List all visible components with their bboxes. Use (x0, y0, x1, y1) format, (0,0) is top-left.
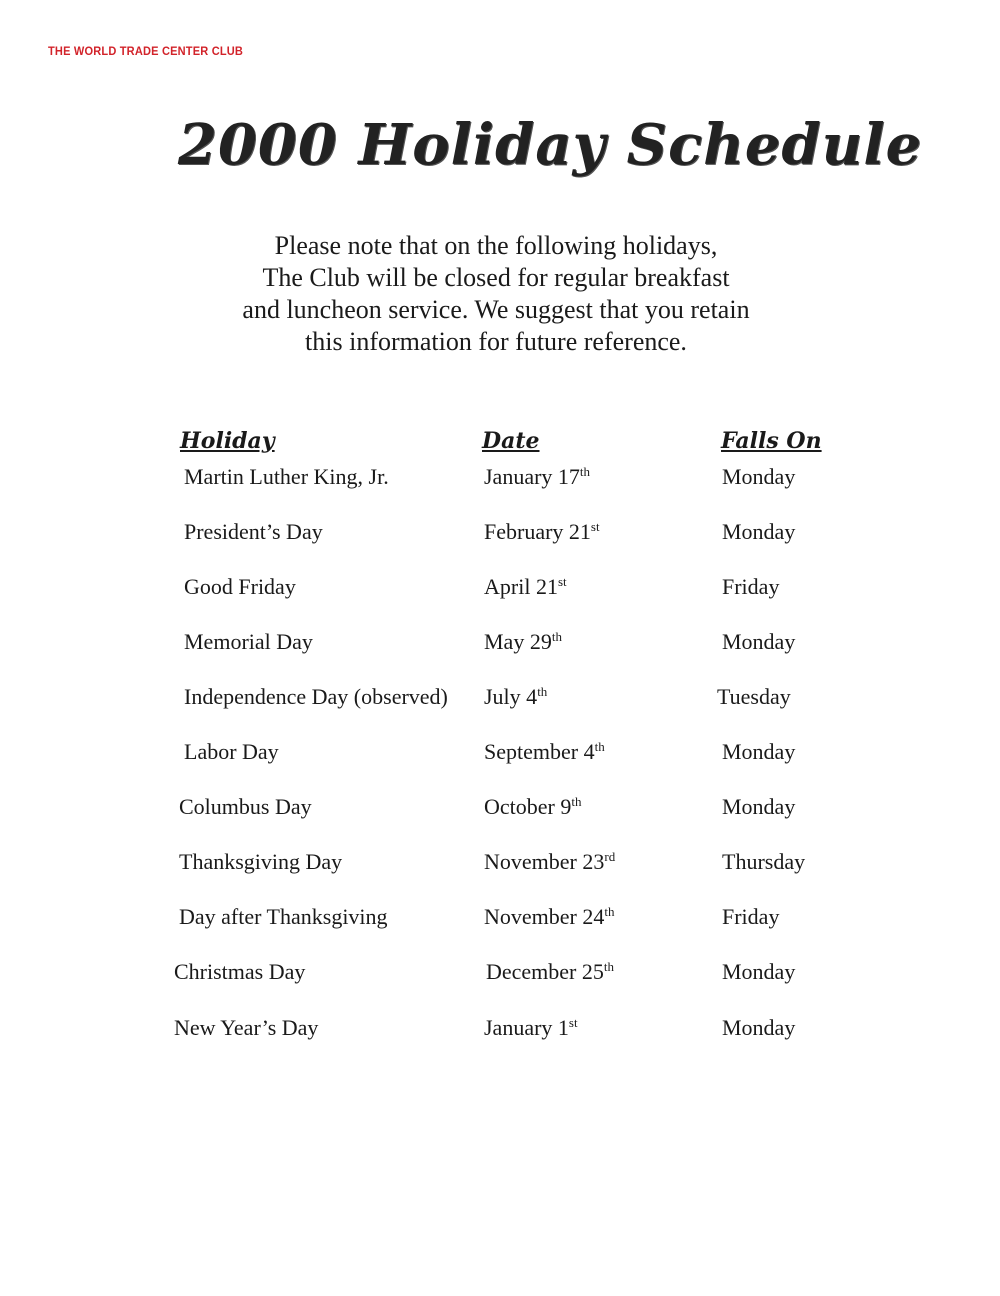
weekday: Tuesday (717, 684, 791, 709)
date-ordinal-suffix: th (537, 684, 548, 699)
intro-line: this information for future reference. (305, 327, 687, 356)
holiday-name: Good Friday (184, 574, 296, 599)
date-text: April 21 (484, 574, 558, 599)
weekday: Monday (722, 629, 796, 654)
date-ordinal-suffix: th (603, 959, 615, 974)
weekday: Monday (722, 959, 796, 984)
date-text: January 17 (484, 464, 580, 489)
date-ordinal-suffix: st (568, 1015, 578, 1030)
intro-line: Please note that on the following holidays, (274, 231, 718, 260)
weekday: Monday (722, 739, 796, 764)
page-title: 2000 Holiday Schedule (178, 112, 923, 178)
holiday-name: Independence Day (observed) (184, 684, 448, 709)
holiday-date (484, 904, 614, 930)
date-text: January 1 (484, 1015, 569, 1040)
date-text: November 23 (484, 849, 605, 874)
holiday-date (484, 574, 567, 600)
intro-line: The Club will be closed for regular breakfast (262, 263, 730, 292)
holiday-date (484, 629, 562, 655)
holiday-name: President’s Day (184, 519, 323, 544)
date-ordinal-suffix: st (590, 519, 600, 534)
intro-line: and luncheon service. We suggest that you retain (242, 295, 750, 324)
holiday-date (484, 519, 600, 545)
holiday-column-header: Holiday (180, 428, 275, 454)
date-column-header: Date (482, 428, 540, 454)
date-text: May 29 (484, 629, 552, 654)
letterhead: THE WORLD TRADE CENTER CLUB (48, 44, 244, 58)
weekday: Monday (722, 1015, 796, 1040)
date-text: February 21 (484, 519, 591, 544)
weekday: Friday (722, 574, 780, 599)
holiday-name: Memorial Day (184, 629, 313, 654)
holiday-date (486, 959, 614, 985)
date-text: November 24 (484, 904, 605, 929)
date-ordinal-suffix: th (579, 464, 591, 479)
holiday-date (484, 739, 605, 765)
weekday: Friday (722, 904, 780, 929)
weekday: Thursday (722, 849, 806, 874)
weekday: Monday (722, 464, 796, 489)
date-text: October 9 (484, 794, 572, 819)
date-ordinal-suffix: th (604, 904, 615, 919)
date-ordinal-suffix: th (571, 794, 582, 809)
holiday-name: New Year’s Day (174, 1015, 319, 1040)
holiday-date (484, 849, 615, 875)
falls-on-column-header: Falls On (721, 428, 822, 454)
holiday-name: Day after Thanksgiving (179, 904, 388, 929)
date-text: July 4 (484, 684, 538, 709)
holiday-name: Labor Day (184, 739, 279, 764)
holiday-date (484, 794, 581, 820)
holiday-name: Columbus Day (179, 794, 312, 819)
date-ordinal-suffix: th (551, 629, 562, 644)
holiday-name: Martin Luther King, Jr. (184, 464, 389, 489)
holiday-date (484, 464, 590, 490)
date-text: December 25 (486, 959, 604, 984)
holiday-date (484, 684, 547, 710)
weekday: Monday (722, 794, 796, 819)
weekday: Monday (722, 519, 796, 544)
holiday-name: Christmas Day (174, 959, 306, 984)
date-ordinal-suffix: rd (604, 849, 616, 864)
date-ordinal-suffix: st (557, 574, 567, 589)
date-ordinal-suffix: th (594, 739, 605, 754)
holiday-date (484, 1015, 578, 1041)
intro-paragraph (196, 230, 796, 358)
holiday-name: Thanksgiving Day (179, 849, 343, 874)
date-text: September 4 (484, 739, 595, 764)
